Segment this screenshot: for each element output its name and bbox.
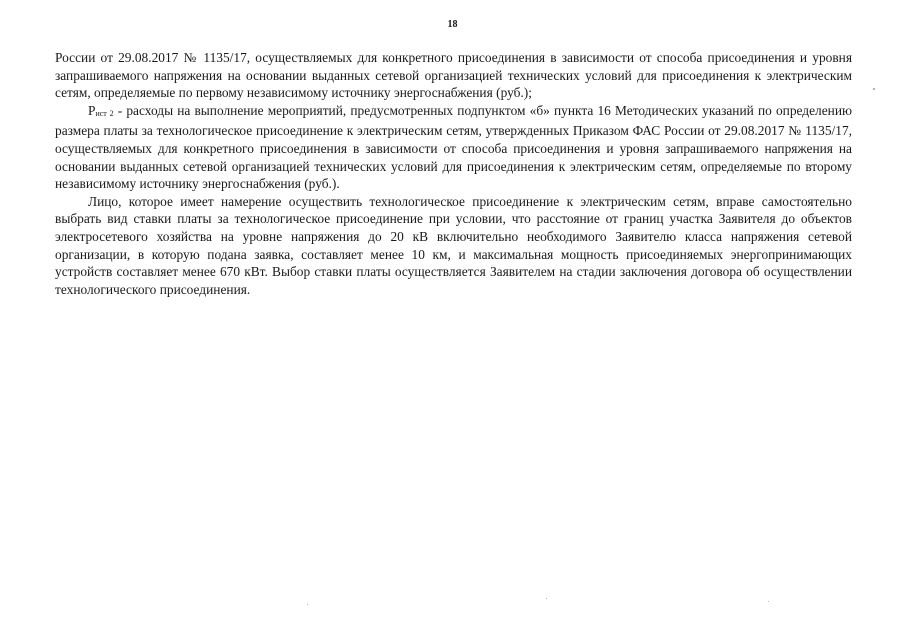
document-body bbox=[55, 49, 852, 298]
paragraph-text: - расходы на выполнение мероприятий, предусмотренных подпунктом «б» пункта 16 Методических указаний по определению размера платы за технологическое присоединение к электрическим сетям, утвержденных Приказом ФАС России от 29.08.2017 № 1135/17, осуществляемых для конкретного присоединения в зависимости от способа присоединения и уровня запрашиваемого напряжения на основании выданных сетевой организацией технических условий для присоединения к электрическим сетям, определяемые по второму независимому источнику энергоснабжения (руб.). bbox=[55, 102, 853, 192]
formula-symbol: P bbox=[88, 102, 96, 118]
paragraph-rate-choice bbox=[55, 193, 852, 299]
paragraph-definition bbox=[55, 102, 852, 193]
formula-symbol-subscript: ист 2 bbox=[95, 108, 114, 118]
scan-speck bbox=[873, 88, 875, 90]
scan-speck bbox=[307, 604, 308, 605]
scan-speck bbox=[546, 598, 547, 599]
paragraph-text: России от 29.08.2017 № 1135/17, осуществляемых для конкретного присоединения в зависимости от способа присоединения и уровня запрашиваемого напряжения на основании выданных сетевой организацией технических условий для присоединения к электрическим сетям, определяемые по первому независимому источнику энергоснабжения (руб.); bbox=[55, 50, 852, 101]
paragraph-continuation bbox=[55, 49, 852, 102]
scan-speck bbox=[768, 601, 769, 602]
paragraph-text: Лицо, которое имеет намерение осуществить технологическое присоединение к электрическим сетям, вправе самостоятельно выбрать вид ставки платы за технологическое присоединение при условии, что расстояние от границ участка Заявителя до объектов электросетевого хозяйства на уровне напряжения до 20 кВ включительно необходимого Заявителю класса напряжения сетевой организации, в которую подана заявка, составляет менее 10 км, и максимальная мощность присоединяемых энергопринимающих устройств составляет менее 670 кВт. Выбор ставки платы осуществляется Заявителем на стадии заключения договора об осуществлении технологического присоединения. bbox=[55, 193, 852, 297]
page-number: 18 bbox=[447, 19, 458, 30]
